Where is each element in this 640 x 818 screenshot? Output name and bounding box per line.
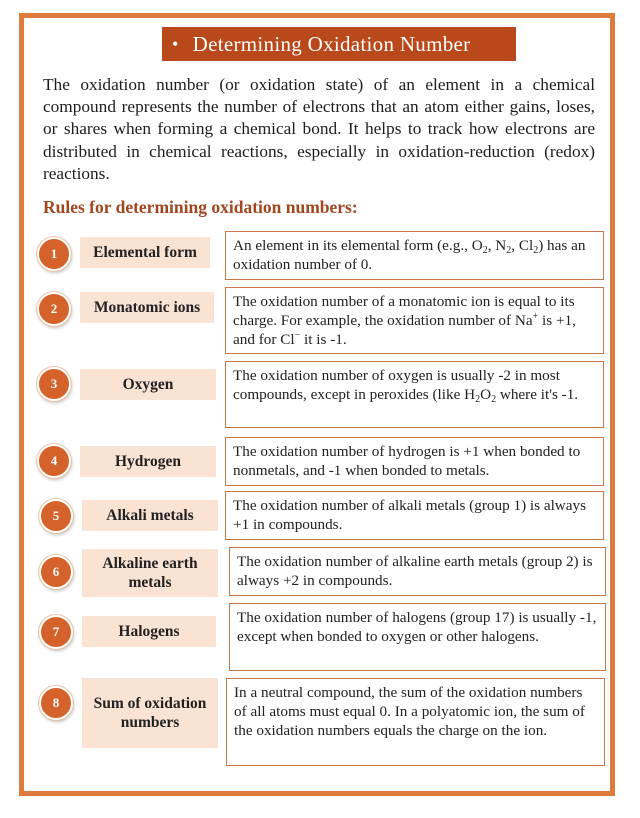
rule-number-badge: 7	[39, 615, 73, 649]
rule-description-alkaline-earth-metals: The oxidation number of alkaline earth metals (group 2) is always +2 in compounds.	[229, 547, 606, 596]
rule-label-alkaline-earth-metals: Alkaline earth metals	[82, 549, 218, 597]
rule-number-badge: 8	[39, 686, 73, 720]
rule-description-halogens: The oxidation number of halogens (group 17) is usually -1, except when bonded to oxygen or other halogens.	[229, 603, 606, 671]
rule-label-monatomic-ions: Monatomic ions	[80, 292, 214, 323]
rule-label-hydrogen: Hydrogen	[80, 446, 216, 477]
title-bullet: •	[172, 33, 179, 54]
rule-number-badge: 5	[39, 499, 73, 533]
page-title	[162, 27, 516, 61]
rule-number-badge: 6	[39, 555, 73, 589]
rule-description-elemental-form: An element in its elemental form (e.g., $O_2$, $N_2$, $Cl_2$) has an oxidation number of 0.	[225, 231, 604, 280]
title-text: Determining Oxidation Number	[192, 31, 471, 56]
rule-number-badge: 1	[37, 237, 71, 271]
rule-description-hydrogen: The oxidation number of hydrogen is +1 when bonded to nonmetals, and -1 when bonded to metals.	[225, 437, 604, 486]
rule-label-halogens: Halogens	[82, 616, 216, 647]
rule-number-badge: 3	[37, 367, 71, 401]
rule-label-sum-of-oxidation-numbers: Sum of oxidation numbers	[82, 678, 218, 748]
intro-paragraph: The oxidation number (or oxidation state) of an element in a chemical compound represents the number of electrons that an atom either gains, loses, or shares when forming a chemical bond. It helps to track how electrons are distributed in chemical reactions, especially in oxidation-reduction (redox) reactions.	[43, 75, 595, 183]
rule-description-alkali-metals: The oxidation number of alkali metals (group 1) is always +1 in compounds.	[225, 491, 604, 540]
rule-label-elemental-form: Elemental form	[80, 237, 210, 268]
rule-number-badge: 4	[37, 444, 71, 478]
rule-number-badge: 2	[37, 292, 71, 326]
rule-description-monatomic-ions: The oxidation number of a monatomic ion is equal to its charge. For example, the oxidation number of Na+ is +1, and for Cl− it is -1.	[225, 287, 604, 354]
rule-label-alkali-metals: Alkali metals	[82, 500, 218, 531]
rules-heading: Rules for determining oxidation numbers:	[43, 197, 358, 217]
rule-description-sum-of-oxidation-numbers: In a neutral compound, the sum of the oxidation numbers of all atoms must equal 0. In a polyatomic ion, the sum of the oxidation numbers equals the charge on the ion.	[226, 678, 605, 766]
rule-label-oxygen: Oxygen	[80, 369, 216, 400]
rule-description-oxygen: The oxidation number of oxygen is usually -2 in most compounds, except in peroxides (like $H_2O_2$ where it's -1.	[225, 361, 604, 428]
